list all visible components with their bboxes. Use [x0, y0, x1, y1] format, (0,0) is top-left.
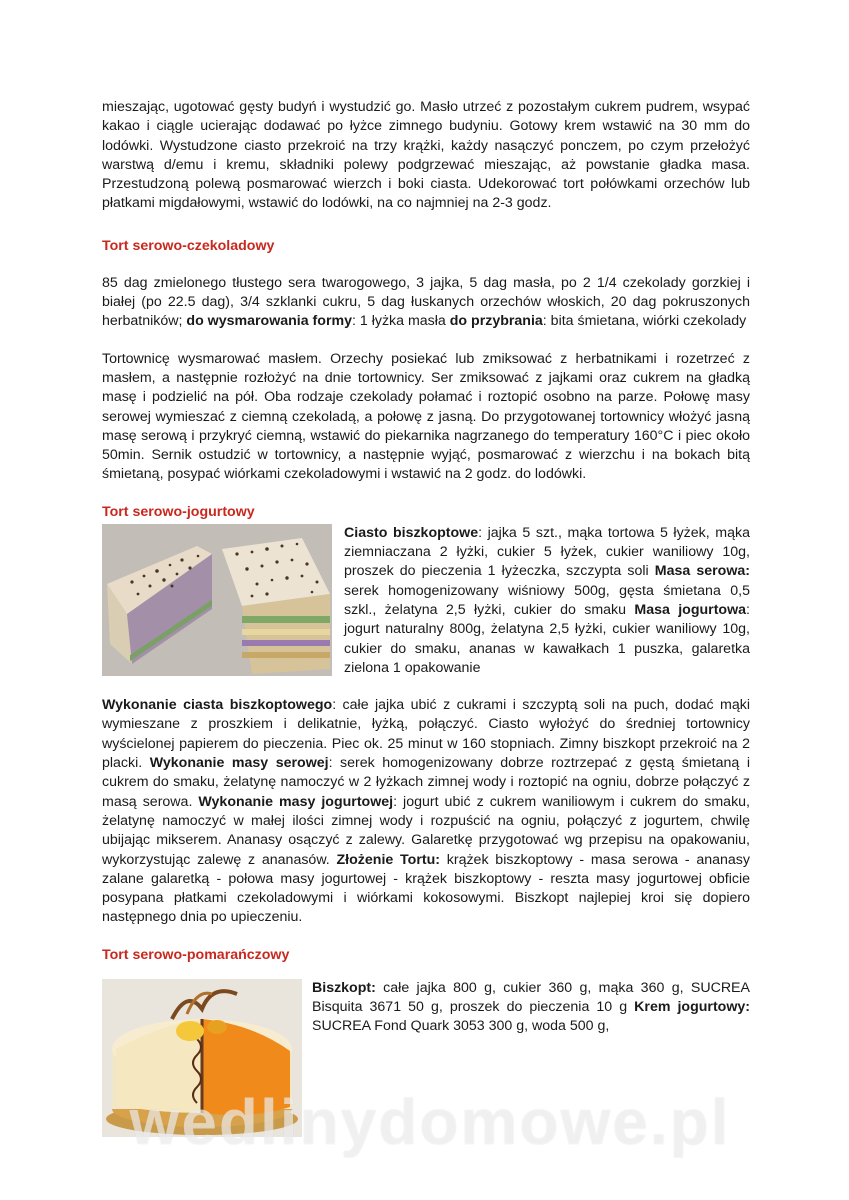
recipe-title-serowo-pomaranczowy: Tort serowo-pomarańczowy: [102, 946, 290, 963]
cake-photo-yogurt: [102, 524, 332, 676]
recipe1-decor-text: : bita śmietana, wiórki czekolady: [542, 313, 747, 330]
recipe1-ingredients-text: 85 dag zmielonego tłustego sera twarogowego, 3 jajka, 5 dag masła, po 2 1/4 czekolady gorzkiej i białej (po 22.5 dag), 3/4 szklanki cukru, 5 dag łuskanych orzechów włoskich, 20 dag pokruszonych herbatników;: [102, 274, 750, 330]
recipe2-text-ciasto: : jajka 5 szt., mąka tortowa 5 łyżek, mąka ziemniaczana 2 łyżki, cukier 5 łyżek, cukier waniliowy 10g, proszek do pieczenia 1 łyżeczka, szczypta soli: [344, 524, 750, 580]
recipe2-label-masa-serowa: Masa serowa:: [654, 563, 750, 580]
recipe2-text-masa-jogurtowa: : jogurt naturalny 800g, żelatyna 2,5 łyżki, cukier waniliowy 10g, cukier do smaku, ananas w kawałkach 1 puszka, galaretka zielona 1 opakowanie: [344, 601, 750, 676]
recipe3-label-biszkopt: Biszkopt:: [312, 979, 376, 996]
recipe-title-serowo-jogurtowy: Tort serowo-jogurtowy: [102, 503, 255, 520]
intro-paragraph: mieszając, ugotować gęsty budyń i wystudzić go. Masło utrzeć z pozostałym cukrem pudrem, wsypać kakao i ciągle ucierając dodawać po łyżce zimnego budyniu. Gotowy krem wstawić na 30 mm do lodówki. Wystudzone ciasto przekroić na trzy krążki, każdy nasączyć ponczem, po czym przełożyć warstwą d/emu i kremu, składniki polewy podgrzewać mieszając, aż powstanie gładka masa. Przestudzoną polewą posmarować wierzch i boki ciasta. Udekorować tort połówkami orzechów lub płatkami migdałowymi, wstawić do lodówki, na co najmniej na 2-3 godz.: [102, 99, 750, 212]
recipe-title-serowo-czekoladowy: Tort serowo-czekoladowy: [102, 237, 275, 254]
recipe1-ingredients: [102, 274, 750, 332]
recipe3-text-krem: SUCREA Fond Quark 3053 300 g, woda 500 g,: [312, 1018, 610, 1035]
recipe2-method-label-biszkopt: Wykonanie ciasta biszkoptowego: [102, 697, 333, 714]
watermark-text: wedlinydomowe.pl: [129, 1086, 731, 1158]
recipe1-form-text: : 1 łyżka masła: [351, 313, 446, 330]
recipe3-label-krem: Krem jogurtowy:: [634, 998, 750, 1015]
recipe2-text-masa-serowa: serek homogenizowany wiśniowy 500g, gęsta śmietana 0,5 szkl., żelatyna 2,5 łyżki, cukier do smaku: [344, 582, 750, 618]
recipe2-method-label-serowa: Wykonanie masy serowej: [149, 755, 329, 772]
recipe2-method-text-serowa: : serek homogenizowany dobrze roztrzepać z gęstą śmietaną i cukrem do smaku, żelatynę namoczyć w 2 łyżkach zimnej wody i roztopić na ogniu, dobrze połączyć z masą serowa.: [102, 755, 750, 810]
document-page: [102, 98, 750, 1139]
cake-photo-orange: [102, 979, 302, 1137]
recipe2-method-text-jogurtowa: : jogurt ubić z cukrem waniliowym i cukrem do smaku, żelatynę namoczyć w małej ilości zimnej wody i rozpuścić na ogniu, połączyć z jogurtem, chwilę ubijając mikserem. Ananasy osączyć z zalewy. Galaretkę przygotować wg przepisu na opakowaniu, wykorzystując zalewę z ananasów.: [102, 793, 750, 868]
recipe2-method-text-zlozenie: krążek biszkoptowy - masa serowa - ananasy zalane galaretką - połowa masy jogurtowej - krążek biszkoptowy - reszta masy jogurtowej obficie posypana płatkami czekoladowymi i wiórkami kokosowymi. Biszkopt najlepiej kroi się dopiero następnego dnia po upieczeniu.: [102, 851, 750, 926]
recipe3-text-biszkopt: całe jajka 800 g, cukier 360 g, mąka 360 g, SUCREA Bisquita 3671 50 g, proszek do pieczenia 10 g: [312, 979, 750, 1015]
recipe1-form-label: do wysmarowania formy: [186, 313, 352, 330]
recipe2-label-ciasto: Ciasto biszkoptowe: [344, 524, 479, 541]
recipe2-method-label-zlozenie: Złożenie Tortu:: [336, 851, 440, 868]
recipe2-method-text-biszkopt: : całe jajka ubić z cukrami i szczyptą soli na puch, dodać mąki wymieszane z proszkiem i delikatnie, łyżką, połączyć. Ciasto wyłożyć do średniej tortownicy wyścielonej papierem do pieczenia. Piec ok. 25 minut w 160 stopniach. Zimny biszkopt przekroić na 2 placki.: [102, 697, 750, 772]
recipe2-method-label-jogurtowa: Wykonanie masy jogurtowej: [198, 793, 394, 810]
recipe2-method: [102, 696, 750, 928]
recipe1-method: Tortownicę wysmarować masłem. Orzechy posiekać lub zmiksować z herbatnikami i rozetrzeć z masłem, a następnie rozłożyć na dnie tortownicy. Ser zmiksować z jajkami oraz cukrem na gładką masę i podzielić na pół. Oba rodzaje czekolady połamać i roztopić osobno na parze. Połowę masy serowej wymieszać z ciemną czekoladą, a połowę z jasną. Do przygotowanej tortownicy włożyć jasną masę serową i przykryć ciemną, wstawić do piekarnika nagrzanego do temperatury 160°C i piec około 50min. Sernik ostudzić w tortownicy, a następnie wyjąć, posmarować z wierzchu i na bokach bitą śmietaną, posypać wiórkami czekoladowymi i wstawić na 2 godz. do lodówki.: [102, 350, 750, 483]
recipe2-label-masa-jogurtowa: Masa jogurtowa: [634, 601, 747, 618]
recipe1-decor-label: do przybrania: [449, 313, 543, 330]
